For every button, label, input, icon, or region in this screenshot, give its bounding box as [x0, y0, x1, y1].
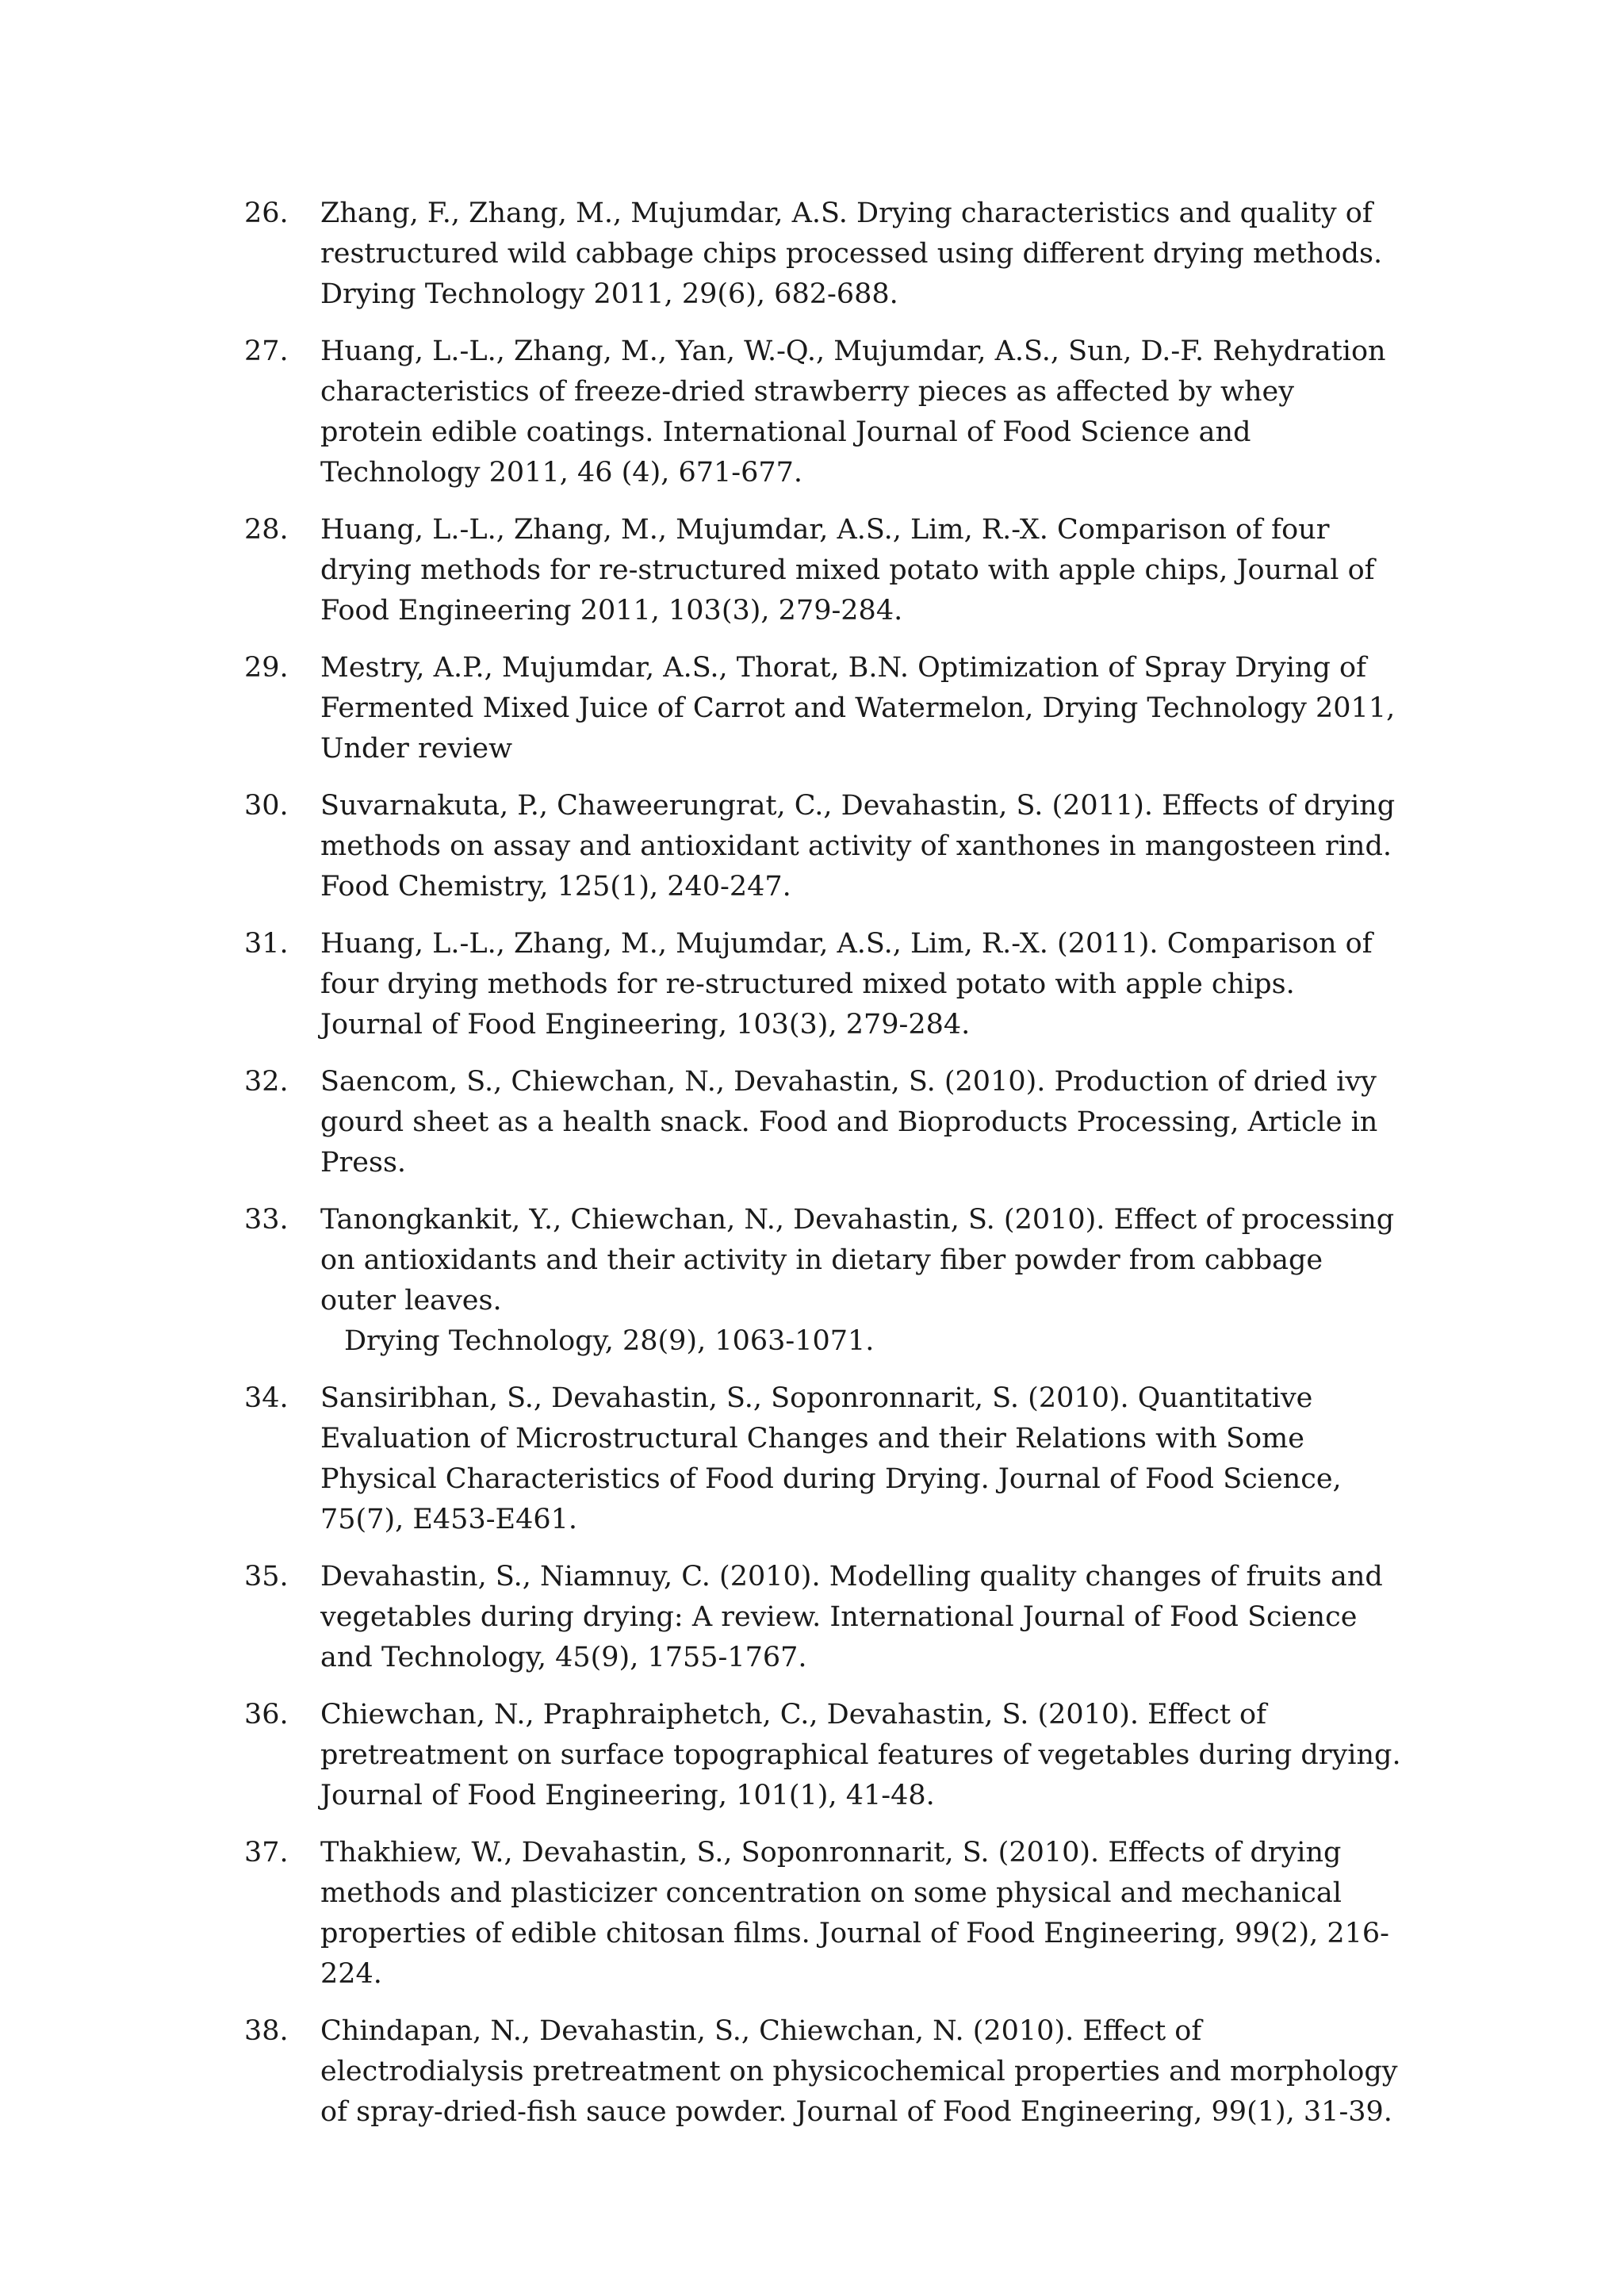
reference-item — [244, 1378, 1402, 1540]
reference-number: 26. — [244, 197, 289, 229]
reference-item — [244, 1200, 1402, 1362]
reference-number: 35. — [244, 1561, 289, 1593]
reference-text: Saencom, S., Chiewchan, N., Devahastin, S. (2010). Production of dried ivy gourd sheet as a health snack. Food and Bioproducts Processing, Article in Press. — [320, 1066, 1378, 1179]
reference-item — [244, 2011, 1402, 2133]
reference-text: Thakhiew, W., Devahastin, S., Soponronnarit, S. (2010). Effects of drying methods and plasticizer concentration on some physical and mechanical properties of edible chitosan films. Journal of Food Engineering, 99(2), 216-224. — [320, 1837, 1389, 1990]
reference-text: Suvarnakuta, P., Chaweerungrat, C., Devahastin, S. (2011). Effects of drying methods on assay and antioxidant activity of xanthones in mangosteen rind. Food Chemistry, 125(1), 240-247. — [320, 790, 1396, 903]
reference-item — [244, 1062, 1402, 1183]
reference-text: Huang, L.-L., Zhang, M., Mujumdar, A.S., Lim, R.-X. Comparison of four drying methods for re-structured mixed potato with apple chips, Journal of Food Engineering 2011, 103(3), 279-284. — [320, 514, 1375, 627]
reference-number: 38. — [244, 2015, 289, 2047]
reference-number: 30. — [244, 790, 289, 822]
reference-text: Chiewchan, N., Praphraiphetch, C., Devahastin, S. (2010). Effect of pretreatment on surface topographical features of vegetables during drying. Journal of Food Engineering, 101(1), 41-48. — [320, 1699, 1401, 1811]
reference-text: Chindapan, N., Devahastin, S., Chiewchan, N. (2010). Effect of electrodialysis pretreatment on physicochemical properties and morphology of spray-dried-fish sauce powder. Journal of Food Engineering, 99(1), 31-39. — [320, 2015, 1398, 2128]
reference-text-continuation: Drying Technology, 28(9), 1063-1071. — [344, 1325, 875, 1357]
reference-number: 29. — [244, 652, 289, 684]
reference-text: Mestry, A.P., Mujumdar, A.S., Thorat, B.N. Optimization of Spray Drying of Fermented Mixed Juice of Carrot and Watermelon, Drying Technology 2011, Under review — [320, 652, 1396, 765]
reference-item — [244, 786, 1402, 907]
reference-item — [244, 1557, 1402, 1678]
reference-text: Devahastin, S., Niamnuy, C. (2010). Modelling quality changes of fruits and vegetables during drying: A review. International Journal of Food Science and Technology, 45(9), 1755-1767. — [320, 1561, 1383, 1673]
reference-number: 37. — [244, 1837, 289, 1869]
reference-item — [244, 510, 1402, 631]
reference-item — [244, 194, 1402, 315]
reference-text: Huang, L.-L., Zhang, M., Mujumdar, A.S., Lim, R.-X. (2011). Comparison of four drying methods for re-structured mixed potato with apple chips. Journal of Food Engineering, 103(3), 279-284. — [320, 928, 1373, 1041]
reference-number: 34. — [244, 1382, 289, 1414]
reference-number: 31. — [244, 928, 289, 960]
reference-list — [244, 194, 1402, 2149]
reference-item — [244, 1833, 1402, 1995]
reference-text: Sansiribhan, S., Devahastin, S., Soponronnarit, S. (2010). Quantitative Evaluation of Microstructural Changes and their Relations with Some Physical Characteristics of Food during Drying. Journal of Food Science, 75(7), E453-E461. — [320, 1382, 1342, 1535]
reference-item — [244, 924, 1402, 1045]
reference-text: Huang, L.-L., Zhang, M., Yan, W.-Q., Mujumdar, A.S., Sun, D.-F. Rehydration characteristics of freeze-dried strawberry pieces as affected by whey protein edible coatings. International Journal of Food Science and Technology 2011, 46 (4), 671-677. — [320, 335, 1386, 489]
reference-text: Tanongkankit, Y., Chiewchan, N., Devahastin, S. (2010). Effect of processing on antioxidants and their activity in dietary fiber powder from cabbage outer leaves. — [320, 1204, 1395, 1317]
reference-item — [244, 648, 1402, 769]
reference-number: 32. — [244, 1066, 289, 1098]
reference-number: 28. — [244, 514, 289, 546]
reference-number: 33. — [244, 1204, 289, 1236]
reference-item — [244, 1695, 1402, 1816]
reference-text: Zhang, F., Zhang, M., Mujumdar, A.S. Drying characteristics and quality of restructured wild cabbage chips processed using different drying methods. Drying Technology 2011, 29(6), 682-688. — [320, 197, 1383, 310]
reference-number: 27. — [244, 335, 289, 367]
reference-number: 36. — [244, 1699, 289, 1731]
reference-item — [244, 332, 1402, 493]
